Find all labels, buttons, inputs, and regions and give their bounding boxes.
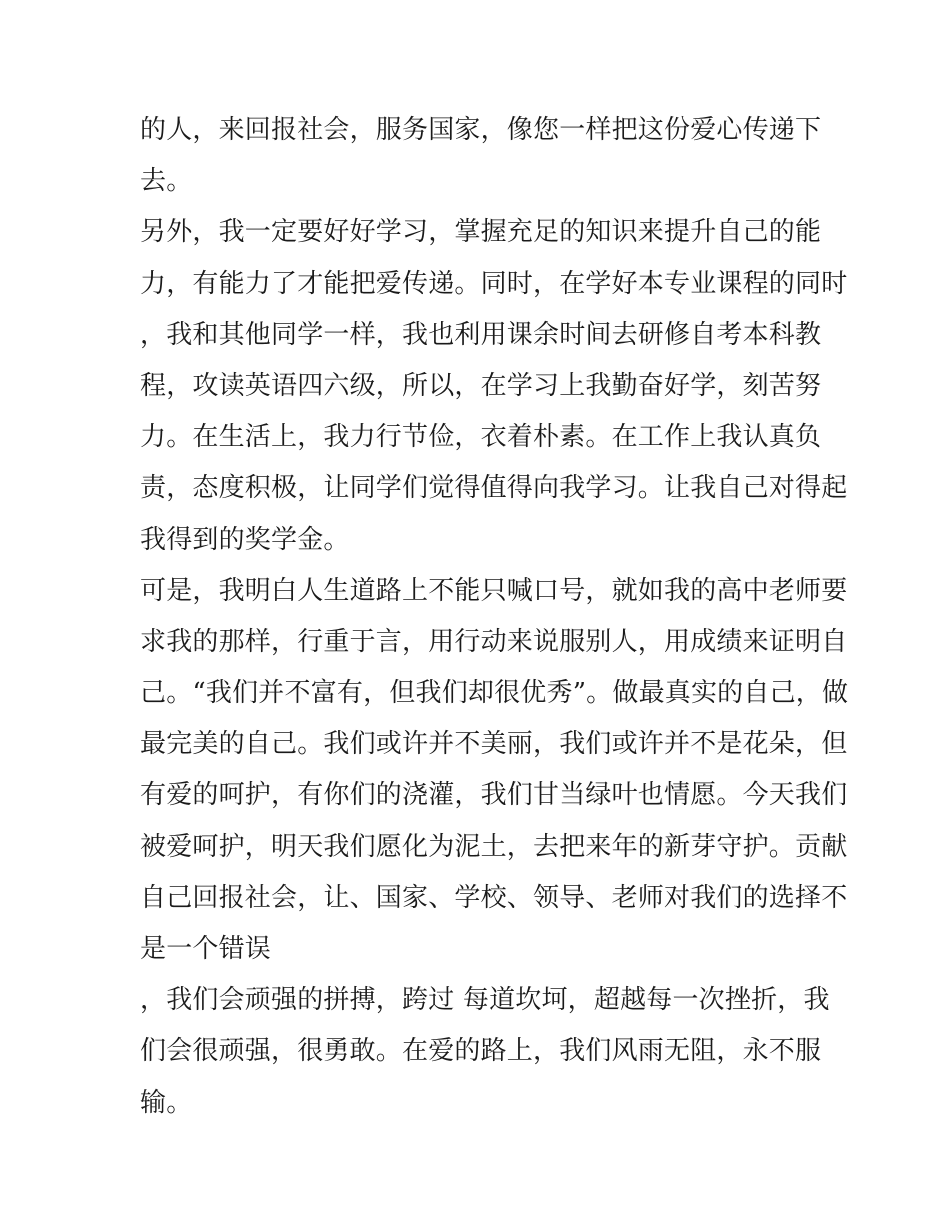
text-line: 另外，我一定要好好学习，掌握充足的知识来提升自己的能	[140, 217, 822, 248]
text-line: 程，攻读英语四六级，所以，在学习上我勤奋好学，刻苦努	[140, 370, 822, 401]
text-line: 的人，来回报社会，服务国家，像您一样把这份爱心传递下	[140, 115, 822, 145]
text-line: 力。在生活上，我力行节俭，衣着朴素。在工作上我认真负	[140, 422, 822, 453]
text-line: 自己回报社会，让、国家、学校、领导、老师对我们的选择不	[140, 882, 848, 913]
text-line: 们会很顽强，很勇敢。在爱的路上，我们风雨无阻，永不服	[140, 1036, 822, 1067]
text-line: 输。	[140, 1087, 193, 1118]
text-line: 去。	[140, 166, 193, 197]
text-line: 己。“我们并不富有，但我们却很优秀”。做最真实的自己，做	[140, 678, 849, 709]
text-line: 最完美的自己。我们或许并不美丽，我们或许并不是花朵，但	[140, 729, 848, 760]
text-line: 有爱的呵护，有你们的浇灌，我们甘当绿叶也情愿。今天我们	[140, 780, 848, 811]
text-line: 责，态度积极，让同学们觉得值得向我学习。让我自己对得起	[140, 473, 848, 504]
text-line: ，我们会顽强的拼搏，跨过 每道坎坷，超越每一次挫折，我	[140, 985, 830, 1016]
text-line: 是一个错误	[140, 934, 272, 964]
text-line: 求我的那样，行重于言，用行动来说服别人，用成绩来证明自	[140, 626, 848, 657]
text-line: 我得到的奖学金。	[140, 524, 350, 555]
text-line: ，我和其他同学一样，我也利用课余时间去研修自考本科教	[140, 319, 822, 350]
text-line: 可是，我明白人生道路上不能只喊口号，就如我的高中老师要	[140, 575, 848, 606]
body-text	[140, 105, 849, 1129]
text-line: 力，有能力了才能把爱传递。同时，在学好本专业课程的同时	[140, 268, 848, 299]
text-line: 被爱呵护，明天我们愿化为泥土，去把来年的新芽守护。贡献	[140, 831, 848, 862]
